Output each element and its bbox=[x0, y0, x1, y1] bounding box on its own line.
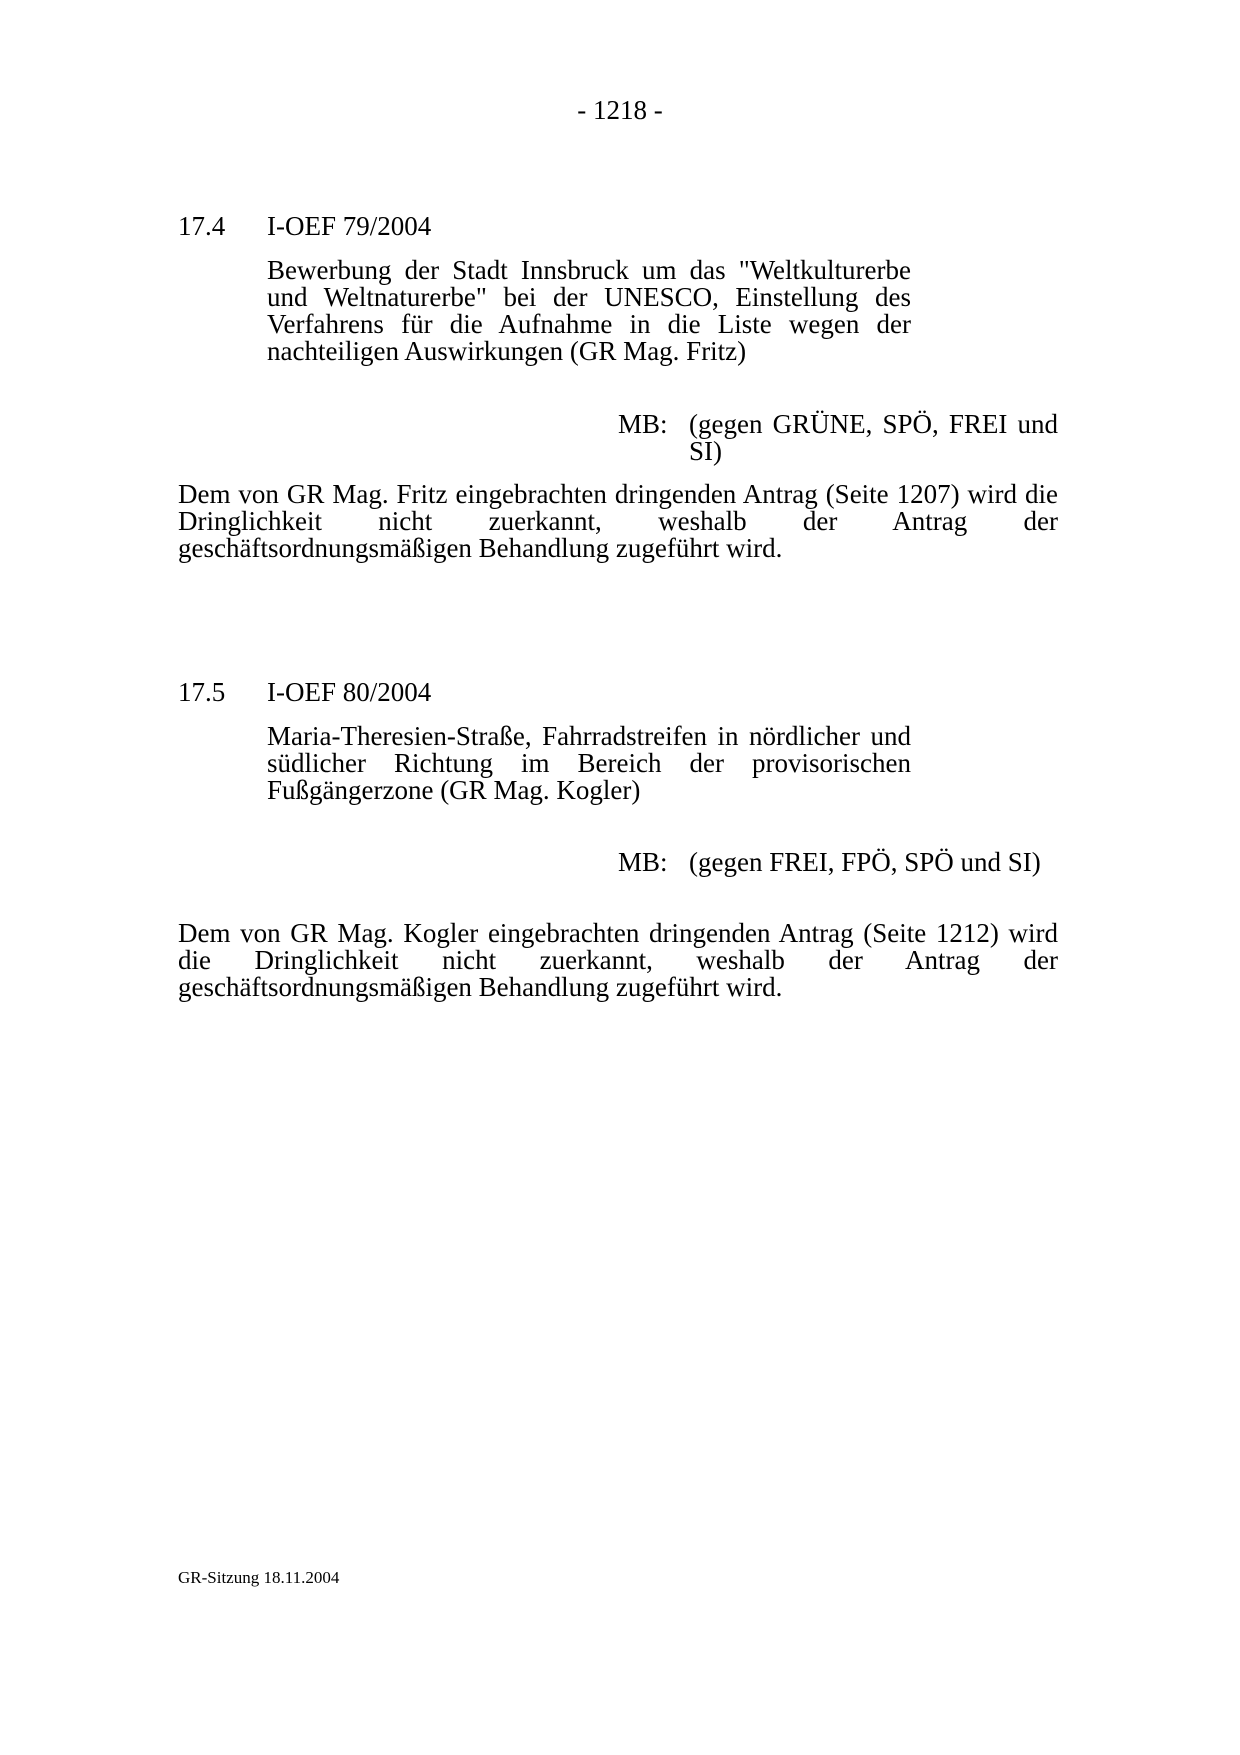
agenda-item-number: 17.5 bbox=[178, 677, 226, 707]
agenda-item-reference: I-OEF 79/2004 bbox=[267, 211, 432, 241]
agenda-item-subject: Maria-Theresien-Straße, Fahrradstreifen in nördlicher und südlicher Richtung im Bereich der provisorischen Fußgängerzone (GR Mag. Kogler) bbox=[267, 721, 911, 805]
agenda-item-reference: I-OEF 80/2004 bbox=[267, 677, 432, 707]
agenda-item-heading bbox=[178, 208, 431, 244]
footer-session-date: GR-Sitzung 18.11.2004 bbox=[178, 1568, 340, 1587]
decision-text: Dem von GR Mag. Kogler eingebrachten dringenden Antrag (Seite 1212) wird die Dringlichkeit nicht zuerkannt, weshalb der Antrag der geschäftsordnungsmäßigen Behandlung zugeführt wird. bbox=[178, 918, 1058, 1002]
vote-text: (gegen FREI, FPÖ, SPÖ und SI) bbox=[689, 847, 1041, 877]
agenda-item-heading bbox=[178, 674, 431, 710]
page-number: - 1218 - bbox=[577, 95, 663, 125]
vote-label: MB: bbox=[618, 847, 668, 877]
vote-label: MB: bbox=[618, 409, 668, 439]
agenda-item-number: 17.4 bbox=[178, 211, 226, 241]
vote-text: (gegen GRÜNE, SPÖ, FREI und SI) bbox=[689, 409, 1058, 466]
decision-text: Dem von GR Mag. Fritz eingebrachten dringenden Antrag (Seite 1207) wird die Dringlichkeit nicht zuerkannt, weshalb der Antrag der geschäftsordnungsmäßigen Behandlung zugeführt wird. bbox=[178, 479, 1058, 563]
agenda-item-subject: Bewerbung der Stadt Innsbruck um das "Weltkulturerbe und Weltnaturerbe" bei der UNESCO, Einstellung des Verfahrens für die Aufnahme in die Liste wegen der nachteiligen Auswirkungen (GR Mag. Fritz) bbox=[267, 255, 911, 366]
